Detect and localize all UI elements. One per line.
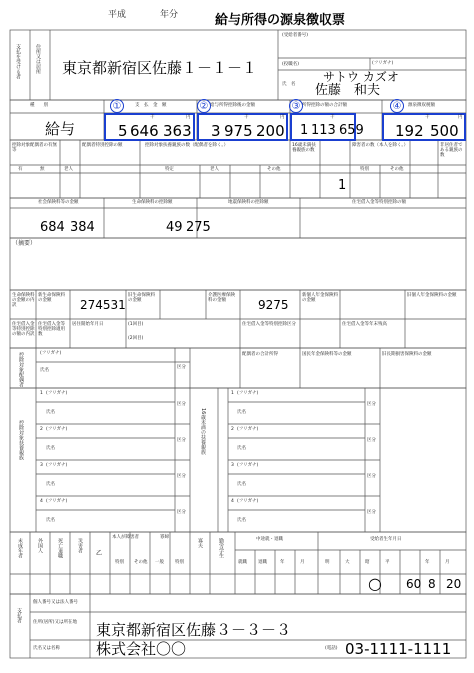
disabled-special: 特別: [360, 167, 369, 172]
deduction-total-millions: 1: [300, 123, 309, 138]
birth-label: 受給者生年月日: [370, 537, 402, 542]
birth-year-label: 年: [425, 560, 430, 565]
birth-month-label: 月: [445, 560, 450, 565]
thousand-unit-1: 千: [150, 115, 155, 120]
year-unit-label: 年分: [160, 10, 179, 20]
dep-r-row3-category: 区分: [367, 474, 376, 479]
disabled-other: その他: [390, 167, 404, 172]
dep-other: その他: [267, 167, 281, 172]
dependents-right-label: 16歳未満の扶養親族: [200, 408, 206, 455]
recipient-no-label: (受給者番号): [282, 33, 309, 38]
status-special-2: 特別: [175, 560, 184, 565]
payee-furigana-label: (フリガナ): [372, 61, 394, 66]
dep-r-row4-name: 氏名: [237, 518, 246, 523]
new-life-label: 新生命保険料の金額: [38, 293, 65, 303]
mid-year-label-month: 月: [300, 560, 305, 565]
showa-mark: ○: [368, 574, 382, 593]
payer-phone: 03-1111-1111: [345, 640, 452, 658]
dependents-count-label: 控除対象扶養親族の数（配偶者を除く。）: [145, 143, 229, 148]
dep-r-row3-num: 3: [231, 463, 234, 468]
after-deduction-millions: 3: [211, 122, 221, 140]
dep-r-row2-furigana: (フリガナ): [237, 427, 259, 432]
kou-label: 乙: [96, 550, 103, 557]
new-life-value: 274531: [80, 298, 126, 312]
mid-year-label-year: 年: [280, 560, 285, 565]
marker-4: ④: [390, 99, 404, 113]
birth-day: 20: [446, 577, 462, 591]
dep-l-row1-name: 氏名: [46, 410, 55, 415]
payee-side-label: 支払を受ける者: [15, 44, 21, 79]
dep-l-row3-category: 区分: [177, 474, 186, 479]
spouse-category-label: 区分: [177, 365, 186, 370]
birth-month: 8: [428, 577, 436, 591]
heisei-label: 平: [385, 560, 390, 565]
spouse-yes: 有: [18, 167, 23, 172]
spouse-name-label: 氏名: [40, 368, 49, 373]
payer-phone-label: (電話): [325, 646, 338, 651]
dep-r-row4-furigana: (フリガナ): [237, 499, 259, 504]
yen-unit-2: 円: [280, 115, 285, 120]
working-student-label: 勤労学生: [218, 538, 224, 558]
widow-label: 寡婦: [160, 535, 169, 540]
loan-type-label: 住宅借入金等特別控除区分: [242, 322, 296, 327]
dep-l-row2-name: 氏名: [46, 446, 55, 451]
status-special: 特別: [115, 560, 124, 565]
social-insurance-thousands: 684: [40, 220, 65, 235]
spouse-special-label: 配偶者特別控除の額: [82, 143, 123, 148]
dep-r-row1-category: 区分: [367, 402, 376, 407]
residence-date-second: (2回目): [128, 336, 144, 341]
housing-loan-label: 住宅借入金等特別控除の額: [352, 200, 406, 205]
payer-side-label: 支払者: [16, 608, 22, 623]
new-pension-label: 新個人年金保険料の金額: [302, 293, 338, 303]
spouse-furigana-label: (フリガナ): [40, 351, 62, 356]
dep-r-row2-name: 氏名: [237, 446, 246, 451]
spouse-section-label: 控除対象配偶者: [18, 352, 24, 387]
dep-l-row3-furigana: (フリガナ): [46, 463, 68, 468]
dep-specific: 特定: [165, 167, 174, 172]
dep-other-count: 1: [338, 178, 347, 193]
old-life-label: 旧生命保険料の金額: [128, 293, 155, 303]
loan-balance-label: 住宅借入金等年末残高: [342, 322, 387, 327]
loan-breakdown-label: 住宅借入金等特別控除の額の内訳: [12, 322, 35, 337]
minor-label: 未成年者: [17, 538, 23, 558]
dep-l-row3-name: 氏名: [46, 482, 55, 487]
single-father-label: 寡夫: [197, 538, 203, 548]
withholding-tax-thousands: 192: [395, 122, 424, 140]
dep-r-row2-category: 区分: [367, 438, 376, 443]
residence-date-label: 居住開始年月日: [72, 322, 104, 327]
dep-l-row1-category: 区分: [177, 402, 186, 407]
dep-l-row1-furigana: (フリガナ): [46, 391, 68, 396]
old-pension-label: 旧個人年金保険料の金額: [407, 293, 457, 298]
dep-l-row4-furigana: (フリガナ): [46, 499, 68, 504]
taisho-label: 大: [345, 560, 350, 565]
life-insurance-label: 生命保険料の控除額: [132, 200, 173, 205]
disabled-self-label: 本人が障害者: [112, 535, 139, 540]
dep-r-row4-num: 4: [231, 499, 234, 504]
birth-year: 60: [406, 577, 422, 591]
dep-l-row1-num: 1: [40, 391, 43, 396]
type-header: 種 別: [30, 103, 48, 108]
payer-address-label: 住所(居所)又は所在地: [33, 620, 78, 625]
marker-2: ②: [197, 99, 211, 113]
employ-label: 就職: [238, 560, 247, 565]
retire-label: 退職: [258, 560, 267, 565]
pay-amount-millions: 5: [118, 122, 128, 140]
foreigner-label: 外国人: [37, 538, 43, 553]
meiji-label: 明: [325, 560, 330, 565]
spouse-income-label: 配偶者の合計所得: [242, 352, 278, 357]
life-insurance-ones: 275: [186, 220, 211, 235]
yen-unit-4: 円: [458, 115, 463, 120]
dep-old: 老人: [210, 167, 219, 172]
payee-address-label: 住所又は居所: [35, 44, 41, 74]
dep-r-row1-furigana: (フリガナ): [237, 391, 259, 396]
dep-l-row2-category: 区分: [177, 438, 186, 443]
disabled-count-label: 障害者の数（本人を除く。）: [352, 143, 409, 148]
care-label: 介護医療保険料の金額: [208, 293, 235, 303]
dep-r-row2-num: 2: [231, 427, 234, 432]
form-title: 給与所得の源泉徴収票: [215, 13, 346, 28]
status-other: その他: [134, 560, 148, 565]
deduction-total-header: 所得控除の額の合計額: [302, 103, 347, 108]
dep-l-row2-num: 2: [40, 427, 43, 432]
thousand-unit-2: 千: [244, 115, 249, 120]
national-pension-label: 国民年金保険料等の金額: [302, 352, 352, 357]
long-term-care-label: 旧長期損害保険料の金額: [382, 352, 432, 357]
spouse-status-label: 控除対象配偶者の有無等: [12, 143, 57, 153]
thousand-unit-3: 千: [330, 115, 335, 120]
pay-amount-ones: 363: [163, 122, 192, 140]
payee-furigana: サトウ カズオ: [323, 70, 399, 84]
life-breakdown-label: 生命保険料の金額の内訳: [12, 293, 35, 308]
withholding-tax-ones: 500: [430, 122, 459, 140]
thousand-unit-4: 千: [425, 115, 430, 120]
era-label: 平成: [108, 10, 127, 20]
dep-r-row1-num: 1: [231, 391, 234, 396]
marker-1: ①: [110, 99, 124, 113]
pay-amount-header: 支 払 金 額: [135, 103, 167, 108]
payer-address: 東京都新宿区佐藤３－３－３: [96, 621, 292, 639]
payer-name-label: 氏名又は名称: [33, 646, 60, 651]
dep-r-row3-furigana: (フリガナ): [237, 463, 259, 468]
after-deduction-thousands: 975: [224, 122, 253, 140]
payer-name: 株式会社〇〇: [96, 640, 187, 658]
earthquake-insurance-label: 地震保険料の控除額: [228, 200, 269, 205]
loan-count-label: 住宅借入金等特別控除適用数: [38, 322, 65, 337]
social-insurance-ones: 384: [70, 220, 95, 235]
remarks-label: （摘要）: [12, 240, 37, 247]
pay-amount-thousands: 646: [130, 122, 159, 140]
under16-label: 16歳未満扶養親族の数: [292, 143, 316, 153]
mid-year-label: 中途就・退職: [256, 537, 283, 542]
payee-name-label: 氏 名: [282, 82, 296, 87]
status-general: 一般: [155, 560, 164, 565]
dep-l-row4-name: 氏名: [46, 518, 55, 523]
yen-unit-1: 円: [186, 115, 191, 120]
payer-number-label: 個人番号又は法人番号: [33, 600, 78, 605]
dep-l-row4-category: 区分: [177, 510, 186, 515]
dep-l-row3-num: 3: [40, 463, 43, 468]
nonresident-label: 非居住者である親族の数: [440, 143, 463, 158]
showa-label: 昭: [365, 560, 370, 565]
deceased-label: 死亡退職: [57, 538, 63, 558]
dep-r-row3-name: 氏名: [237, 482, 246, 487]
payee-name: 佐藤 和夫: [315, 83, 381, 98]
dependents-left-label: 控除対象扶養親族: [18, 420, 24, 460]
income-type: 給与: [45, 120, 76, 138]
deduction-total-ones: 659: [339, 123, 364, 138]
dep-l-row2-furigana: (フリガナ): [46, 427, 68, 432]
payee-address: 東京都新宿区佐藤１－１－１: [62, 59, 258, 77]
withholding-tax-header: 源泉徴収税額: [408, 103, 435, 108]
life-insurance-thousands: 49: [166, 220, 183, 235]
residence-date-first: (1回目): [128, 322, 144, 327]
after-deduction-header: 給与所得控除後の金額: [210, 103, 255, 108]
after-deduction-ones: 200: [256, 122, 285, 140]
marker-3: ③: [289, 99, 303, 113]
deduction-total-thousands: 113: [311, 123, 336, 138]
dep-l-row4-num: 4: [40, 499, 43, 504]
dep-r-row4-category: 区分: [367, 510, 376, 515]
role-label: (役職名): [282, 62, 300, 67]
care-value: 9275: [258, 298, 289, 312]
spouse-no: 無: [40, 167, 45, 172]
spouse-old: 老人: [64, 167, 73, 172]
dep-r-row1-name: 氏名: [237, 410, 246, 415]
social-insurance-label: 社会保険料等の金額: [38, 200, 79, 205]
disaster-label: 災害者: [77, 538, 83, 553]
